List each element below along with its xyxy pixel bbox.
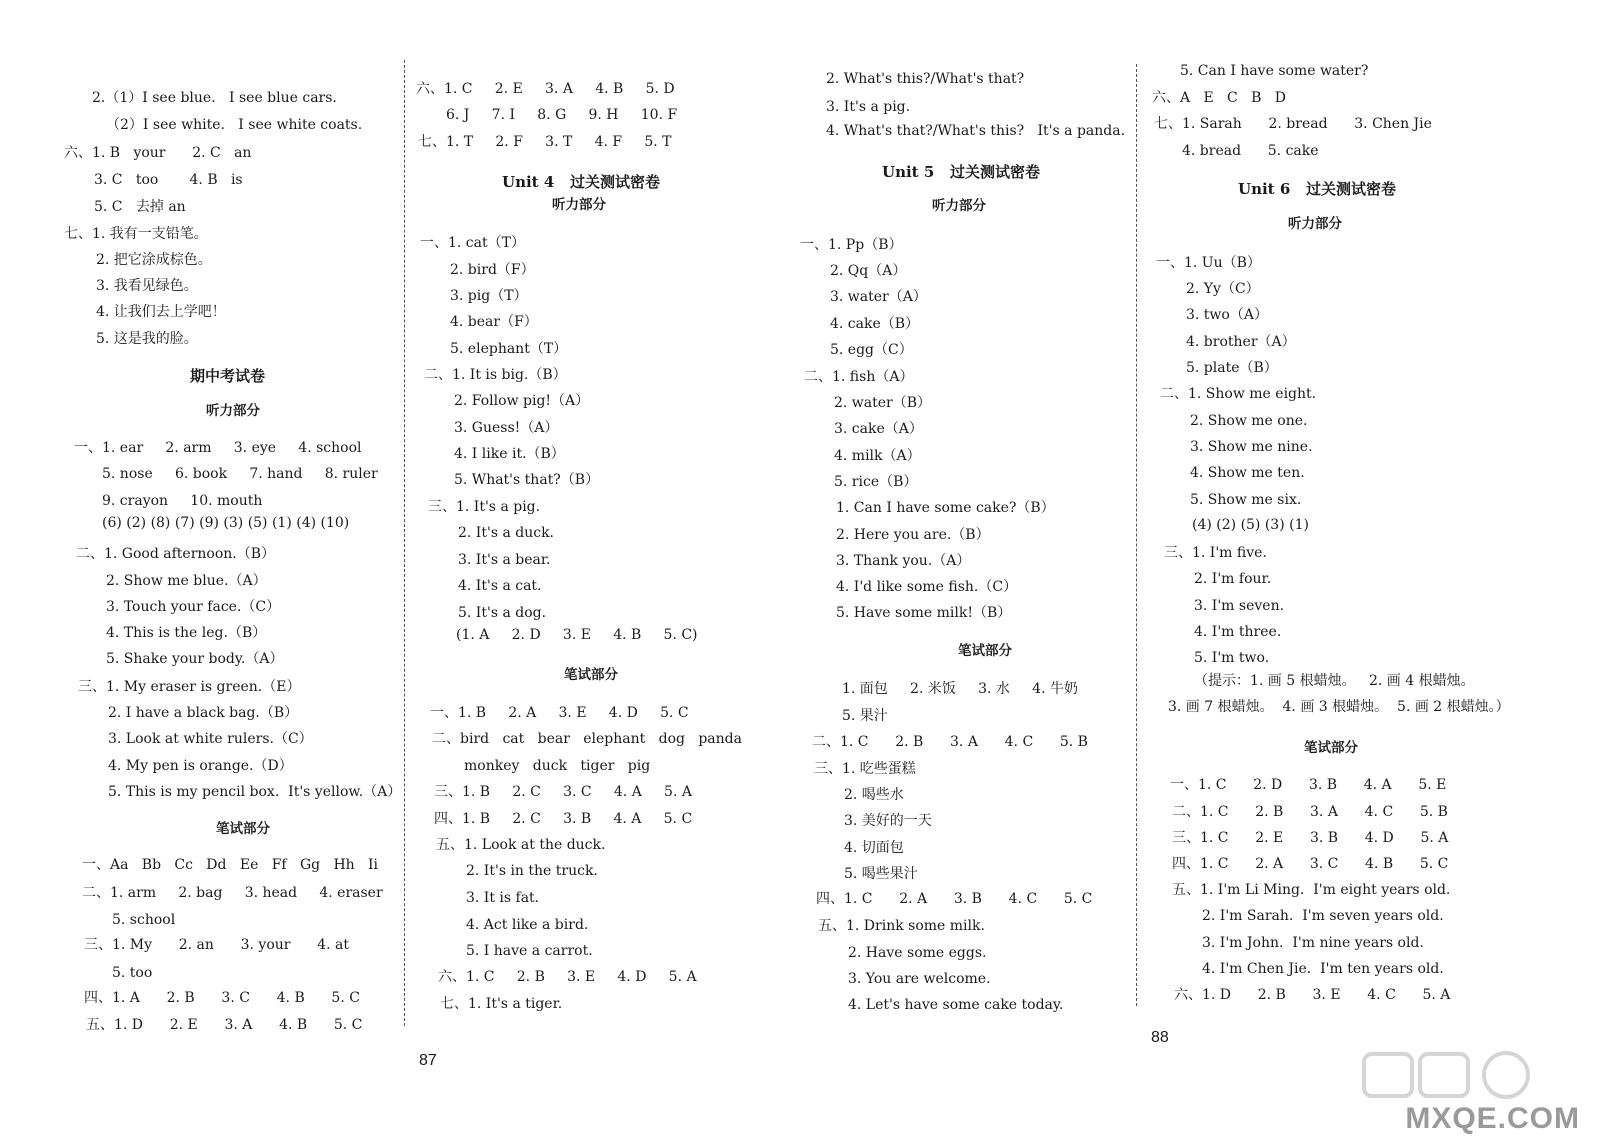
subsection-heading: 笔试部分	[216, 821, 270, 837]
answer-line: 3. cake（A）	[834, 421, 923, 437]
page-number-right: 88	[1151, 1029, 1169, 1046]
answer-line: （提示：1. 画 5 根蜡烛。 2. 画 4 根蜡烛。	[1194, 673, 1475, 689]
answer-line: 3. It is fat.	[466, 890, 540, 906]
answer-line: 5. plate（B）	[1186, 360, 1278, 376]
answer-line: 三、1. B 2. C 3. C 4. A 5. A	[434, 784, 692, 800]
answer-line: 三、1. It's a pig.	[428, 499, 541, 515]
answer-line: 4. cake（B）	[830, 316, 920, 332]
answer-line: 一、1. B 2. A 3. E 4. D 5. C	[430, 705, 689, 721]
answer-line: 三、1. My 2. an 3. your 4. at	[84, 937, 349, 953]
answer-line: 七、1. T 2. F 3. T 4. F 5. T	[418, 134, 672, 150]
answer-line: 2. Follow pig!（A）	[454, 393, 590, 409]
answer-line: 3. pig（T）	[450, 288, 528, 304]
answer-line: (4) (2) (5) (3) (1)	[1192, 517, 1309, 533]
answer-line: 1. 面包 2. 米饭 3. 水 4. 牛奶	[842, 681, 1078, 697]
answer-line: 4. 让我们去上学吧！	[96, 304, 226, 320]
answer-line: 6. J 7. I 8. G 9. H 10. F	[446, 107, 678, 123]
answer-line: monkey duck tiger pig	[464, 758, 651, 774]
page-number-left: 87	[419, 1052, 437, 1069]
answer-line: 2. bird（F）	[450, 262, 535, 278]
answer-line: （2）I see white. I see white coats.	[106, 117, 363, 133]
section-heading: Unit 5 过关测试密卷	[882, 163, 1040, 181]
answer-line: 四、1. C 2. A 3. C 4. B 5. C	[1172, 856, 1449, 872]
answer-line: 四、1. A 2. B 3. C 4. B 5. C	[84, 990, 360, 1006]
answer-line: 一、1. ear 2. arm 3. eye 4. school	[74, 440, 362, 456]
answer-line: 4. It's a cat.	[458, 578, 542, 594]
answer-line: 5. 这是我的脸。	[96, 331, 198, 347]
answer-line: 3. 美好的一天	[844, 813, 932, 829]
answer-line: 5. I have a carrot.	[466, 943, 593, 959]
answer-line: 3. It's a bear.	[458, 552, 551, 568]
subsection-heading: 笔试部分	[564, 667, 618, 683]
answer-line: 5. 果汁	[842, 708, 888, 724]
answer-line: 1. Can I have some cake?（B）	[836, 500, 1055, 516]
answer-line: 5. Shake your body.（A）	[106, 651, 284, 667]
answer-line: 五、1. I'm Li Ming. I'm eight years old.	[1172, 882, 1451, 898]
subsection-heading: 听力部分	[552, 197, 606, 213]
answer-line: 5. nose 6. book 7. hand 8. ruler	[102, 466, 378, 482]
answer-line: 六、1. C 2. E 3. A 4. B 5. D	[416, 81, 675, 97]
subsection-heading: 笔试部分	[1304, 740, 1358, 756]
answer-line: 3. Show me nine.	[1190, 439, 1313, 455]
answer-line: 4. brother（A）	[1186, 334, 1296, 350]
answer-line: 二、1. fish（A）	[804, 369, 914, 385]
answer-line: 5. egg（C）	[830, 342, 913, 358]
answer-line: 4. milk（A）	[834, 448, 921, 464]
answer-line: 4. What's that?/What's this? It's a panda.	[826, 123, 1126, 139]
answer-line: 三、1. C 2. E 3. B 4. D 5. A	[1172, 830, 1449, 846]
answer-line: (1. A 2. D 3. E 4. B 5. C)	[456, 627, 698, 643]
answer-line: 5. 喝些果汁	[844, 866, 918, 882]
section-heading: Unit 6 过关测试密卷	[1238, 180, 1396, 198]
answer-line: 三、1. I'm five.	[1164, 545, 1267, 561]
answer-line: 5. Can I have some water?	[1180, 63, 1369, 79]
column-divider-left	[404, 60, 405, 1026]
answer-line: 5. I'm two.	[1194, 650, 1270, 666]
answer-line: 4. Act like a bird.	[466, 917, 589, 933]
subsection-heading: 听力部分	[1288, 216, 1342, 232]
answer-line: 9. crayon 10. mouth	[102, 493, 263, 509]
answer-line: 4. Show me ten.	[1190, 465, 1305, 481]
answer-line: 七、1. It's a tiger.	[440, 996, 563, 1012]
answer-line: 七、1. Sarah 2. bread 3. Chen Jie	[1154, 116, 1432, 132]
answer-line: 二、1. C 2. B 3. A 4. C 5. B	[1172, 804, 1448, 820]
answer-line: 2. Show me blue.（A）	[106, 573, 267, 589]
answer-line: 一、1. C 2. D 3. B 4. A 5. E	[1170, 777, 1447, 793]
answer-line: 5. rice（B）	[834, 474, 918, 490]
answer-line: 4. My pen is orange.（D）	[108, 758, 293, 774]
answer-line: 2. Qq（A）	[830, 263, 907, 279]
answer-line: 二、1. Good afternoon.（B）	[76, 546, 276, 562]
answer-line: 3. You are welcome.	[848, 971, 991, 987]
column-divider-right	[1136, 64, 1137, 1006]
subsection-heading: 听力部分	[206, 403, 260, 419]
answer-line: 5. This is my pencil box. It's yellow.（A）	[108, 784, 402, 800]
answer-line: 二、1. It is big.（B）	[424, 367, 567, 383]
answer-line: 2. water（B）	[834, 395, 932, 411]
answer-line: 一、1. cat（T）	[420, 235, 525, 251]
answer-line: 三、1. My eraser is green.（E）	[78, 679, 301, 695]
answer-line: 4. I'm Chen Jie. I'm ten years old.	[1202, 961, 1444, 977]
answer-line: 二、1. Show me eight.	[1160, 386, 1317, 402]
answer-line: 六、1. D 2. B 3. E 4. C 5. A	[1174, 987, 1451, 1003]
answer-line: 一、1. Uu（B）	[1156, 255, 1261, 271]
answer-line: 六、1. B your 2. C an	[64, 145, 252, 161]
answer-line: 一、1. Pp（B）	[800, 237, 903, 253]
answer-line: 5. Have some milk!（B）	[836, 605, 1012, 621]
answer-line: 4. I'd like some fish.（C）	[836, 579, 1018, 595]
answer-line: 3. Guess!（A）	[454, 420, 559, 436]
answer-line: 三、1. 吃些蛋糕	[814, 761, 916, 777]
answer-line: 3. Touch your face.（C）	[106, 599, 281, 615]
answer-line: 2. I'm four.	[1194, 571, 1272, 587]
answer-line: 四、1. B 2. C 3. B 4. A 5. C	[434, 811, 693, 827]
answer-line: 2. Show me one.	[1190, 413, 1308, 429]
answer-line: 2. Have some eggs.	[848, 945, 987, 961]
answer-line: 4. This is the leg.（B）	[106, 625, 267, 641]
answer-line: 2. 喝些水	[844, 787, 904, 803]
section-heading: Unit 4 过关测试密卷	[502, 173, 660, 191]
answer-line: 2. It's in the truck.	[466, 863, 598, 879]
section-heading: 期中考试卷	[190, 367, 266, 385]
answer-line: 4. bread 5. cake	[1182, 143, 1319, 159]
answer-line: 3. It's a pig.	[826, 99, 911, 115]
answer-line: 2. Here you are.（B）	[836, 527, 990, 543]
answer-line: 二、1. C 2. B 3. A 4. C 5. B	[812, 734, 1088, 750]
answer-line: 5. It's a dog.	[458, 605, 547, 621]
subsection-heading: 听力部分	[932, 198, 986, 214]
answer-line: 二、bird cat bear elephant dog panda	[432, 731, 742, 747]
answer-line: 七、1. 我有一支铅笔。	[64, 226, 208, 242]
answer-line: 一、Aa Bb Cc Dd Ee Ff Gg Hh Ii	[82, 857, 379, 873]
answer-line: 3. I'm seven.	[1194, 598, 1285, 614]
answer-line: 5. C 去掉 an	[94, 199, 186, 215]
answer-line: 四、1. C 2. A 3. B 4. C 5. C	[816, 891, 1093, 907]
answer-line: 3. water（A）	[830, 289, 927, 305]
answer-line: 2. 把它涂成棕色。	[96, 252, 212, 268]
answer-line: 5. What's that?（B）	[454, 472, 600, 488]
answer-line: 5. too	[112, 965, 153, 981]
answer-line: 5. school	[112, 912, 176, 928]
answer-line: 5. Show me six.	[1190, 492, 1302, 508]
answer-line: 六、1. C 2. B 3. E 4. D 5. A	[438, 969, 697, 985]
answer-line: 2.（1）I see blue. I see blue cars.	[92, 90, 337, 106]
answer-line: 4. I like it.（B）	[454, 446, 565, 462]
answer-line: 2. I'm Sarah. I'm seven years old.	[1202, 908, 1444, 924]
answer-line: 3. C too 4. B is	[94, 172, 243, 188]
answer-line: 3. Thank you.（A）	[836, 553, 971, 569]
answer-line: 五、1. Drink some milk.	[818, 918, 985, 934]
answer-line: 5. elephant（T）	[450, 341, 568, 357]
answer-line: 4. 切面包	[844, 840, 904, 856]
answer-line: 3. Look at white rulers.（C）	[108, 731, 313, 747]
answer-line: (6) (2) (8) (7) (9) (3) (5) (1) (4) (10)	[102, 515, 350, 531]
answer-line: 2. I have a black bag.（B）	[108, 705, 299, 721]
answer-line: 4. Let's have some cake today.	[848, 997, 1064, 1013]
answer-line: 2. It's a duck.	[458, 525, 554, 541]
answer-line: 3. 我看见绿色。	[96, 278, 198, 294]
subsection-heading: 笔试部分	[958, 643, 1012, 659]
answer-line: 3. two（A）	[1186, 307, 1268, 323]
answer-line: 2. Yy（C）	[1186, 281, 1260, 297]
answer-line: 3. I'm John. I'm nine years old.	[1202, 935, 1424, 951]
answer-line: 六、A E C B D	[1152, 90, 1286, 106]
answer-line: 3. 画 7 根蜡烛。 4. 画 3 根蜡烛。 5. 画 2 根蜡烛。）	[1168, 699, 1510, 715]
answer-line: 2. What's this?/What's that?	[826, 71, 1025, 87]
answer-line: 4. I'm three.	[1194, 624, 1282, 640]
answer-line: 五、1. Look at the duck.	[436, 837, 606, 853]
answer-line: 二、1. arm 2. bag 3. head 4. eraser	[82, 885, 383, 901]
answer-line: 4. bear（F）	[450, 314, 538, 330]
answer-line: 五、1. D 2. E 3. A 4. B 5. C	[86, 1017, 363, 1033]
watermark-text: MXQE.COM	[1405, 1102, 1580, 1135]
